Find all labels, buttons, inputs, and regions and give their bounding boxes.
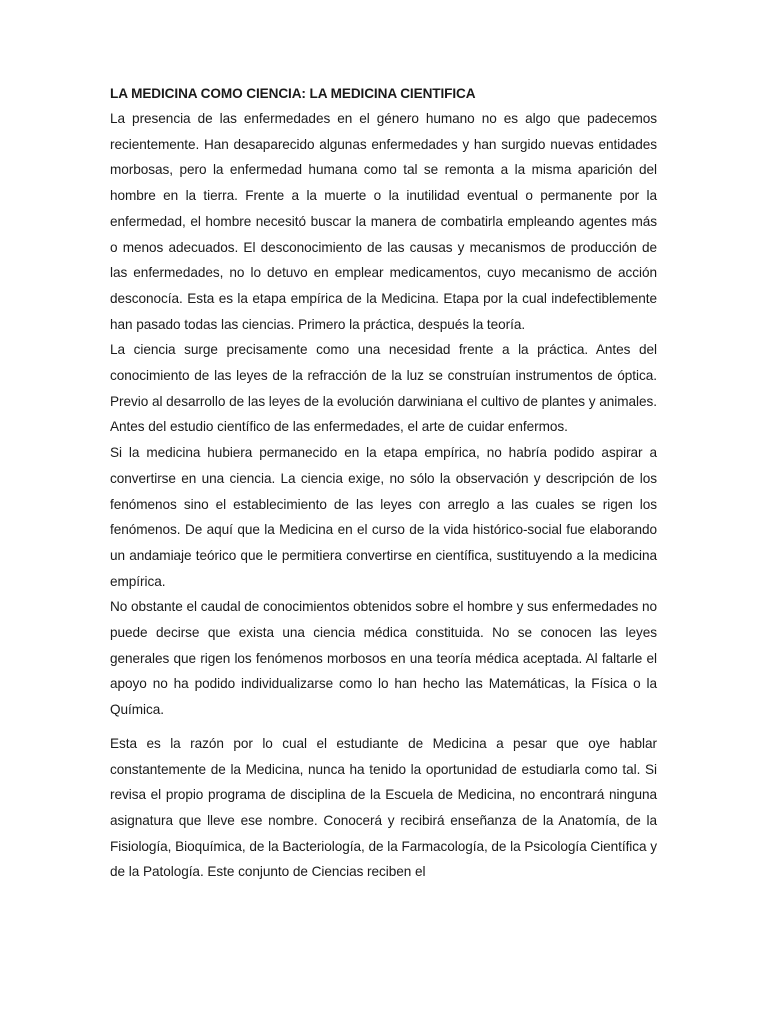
document-body: [110, 84, 657, 885]
paragraph-1: La presencia de las enfermedades en el género humano no es algo que padecemos recientemente. Han desaparecido algunas enfermedades y han surgido nuevas entidades morbosas, pero la enfermedad humana como tal se remonta a la misma aparición del hombre en la tierra. Frente a la muerte o la inutilidad eventual o permanente por la enfermedad, el hombre necesitó buscar la manera de combatirla empleando agentes más o menos adecuados. El desconocimiento de las causas y mecanismos de producción de las enfermedades, no lo detuvo en emplear medicamentos, cuyo mecanismo de acción desconocía. Esta es la etapa empírica de la Medicina. Etapa por la cual indefectiblemente han pasado todas las ciencias. Primero la práctica, después la teoría.: [110, 111, 657, 332]
paragraph-2: La ciencia surge precisamente como una necesidad frente a la práctica. Antes del conocimiento de las leyes de la refracción de la luz se construían instrumentos de óptica. Previo al desarrollo de las leyes de la evolución darwiniana el cultivo de plantes y animales. Antes del estudio científico de las enfermedades, el arte de cuidar enfermos.: [110, 342, 657, 435]
paragraph-5: Esta es la razón por lo cual el estudiante de Medicina a pesar que oye hablar constantemente de la Medicina, nunca ha tenido la oportunidad de estudiarla como tal. Si revisa el propio programa de disciplina de la Escuela de Medicina, no encontrará ninguna asignatura que lleve ese nombre. Conocerá y recibirá enseñanza de la Anatomía, de la Fisiología, Bioquímica, de la Bacteriología, de la Farmacología, de la Psicología Científica y de la Patología. Este conjunto de Ciencias reciben el: [110, 735, 657, 880]
paragraph-3: Si la medicina hubiera permanecido en la etapa empírica, no habría podido aspirar a convertirse en una ciencia. La ciencia exige, no sólo la observación y descripción de los fenómenos sino el establecimiento de las leyes con arreglo a las cuales se rigen los fenómenos. De aquí que la Medicina en el curso de la vida histórico-social fue elaborando un andamiaje teórico que le permitiera convertirse en científica, sustituyendo a la medicina empírica.: [110, 445, 657, 589]
paragraph-4: No obstante el caudal de conocimientos obtenidos sobre el hombre y sus enfermedades no puede decirse que exista una ciencia médica constituida. No se conocen las leyes generales que rigen los fenómenos morbosos en una teoría médica aceptada. Al faltarle el apoyo no ha podido individualizarse como lo han hecho las Matemáticas, la Física o la Química.: [110, 599, 657, 718]
document-title: LA MEDICINA COMO CIENCIA: LA MEDICINA CIENTIFICA: [110, 86, 476, 101]
